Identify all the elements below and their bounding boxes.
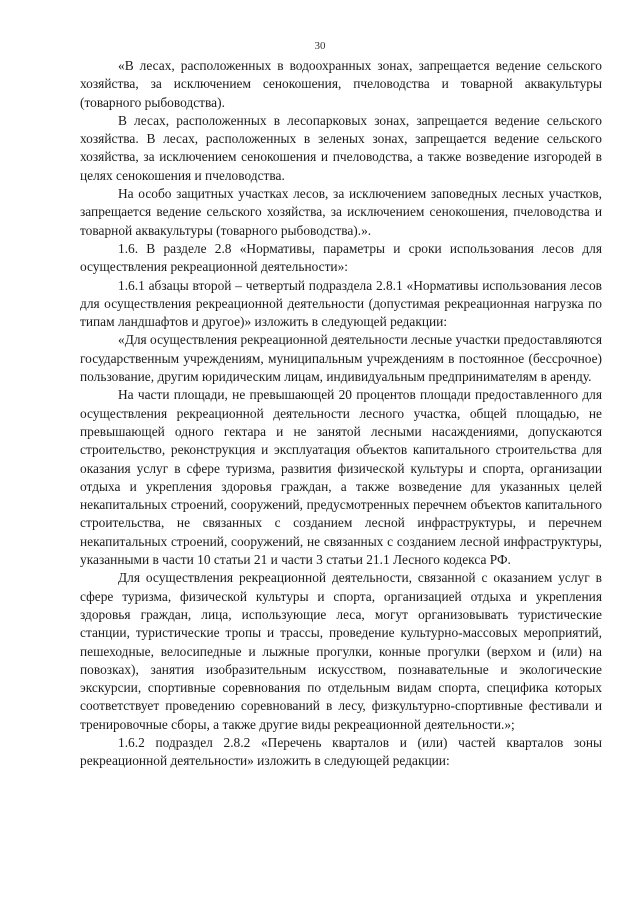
paragraph-item-1-6-1: 1.6.1 абзацы второй – четвертый подраздела 2.8.1 «Нормативы использования лесов для осуществления рекреационной деятельности (допустимая рекреационная нагрузка по типам ландшафтов и другое)» изложить в следующей редакции:	[80, 277, 602, 330]
page-number: 30	[314, 40, 326, 52]
paragraph-area-limit: На части площади, не превышающей 20 процентов площади предоставленного для осуществления рекреационной деятельности лесного участка, общей площадью, не превышающей одного гектара и не занятой лесными насаждениями, допускаются строительство, реконструкция и эксплуатация объектов капитального строительства для оказания услуг в сфере туризма, развития физической культуры и спорта, организации отдыха и укрепления здоровья граждан, а также возведение для указанных целей некапитальных строений, сооружений, предусмотренных перечнем объектов капитального строительства, не связанных с созданием лесной инфраструктуры, и перечнем некапитальных строений, сооружений, не связанных с созданием лесной инфраструктуры, указанными в части 10 статьи 21 и части 3 статьи 21.1 Лесного кодекса РФ.	[80, 387, 602, 568]
paragraph-protective-areas: На особо защитных участках лесов, за исключением заповедных лесных участков, запрещается ведение сельского хозяйства, за исключением сенокошения, пчеловодства и товарной аквакультуры (товарного рыбоводства).».	[80, 186, 602, 238]
paragraph-water-protection: «В лесах, расположенных в водоохранных зонах, запрещается ведение сельского хозяйства, за исключением сенокошения, пчеловодства и товарной аквакультуры (товарного рыбоводства).	[80, 58, 602, 110]
paragraph-recreation-provision: «Для осуществления рекреационной деятельности лесные участки предоставляются государственным учреждениям, муниципальным учреждениям в постоянное (бессрочное) пользование, другим юридическим лицам, индивидуальным предпринимателям в аренду.	[80, 332, 602, 385]
paragraph-item-1-6-2: 1.6.2 подраздел 2.8.2 «Перечень кварталов и (или) частей кварталов зоны рекреационной деятельности» изложить в следующей редакции:	[80, 734, 602, 769]
document-body	[80, 57, 602, 771]
paragraph-recreation-activities: Для осуществления рекреационной деятельности, связанной с оказанием услуг в сфере туризма, физической культуры и спорта, организацией отдыха и укрепления здоровья граждан, лица, использующие леса, могут организовывать туристические станции, туристические тропы и трассы, проведение культурно-массовых мероприятий, пешеходные, велосипедные и лыжные прогулки, конные прогулки (верхом и (или) на повозках), занятия изобразительным искусством, познавательные и экологические экскурсии, спортивные соревнования по отдельным видам спорта, специфика которых соответствует проведению соревнований в лесу, физкультурно-спортивные фестивали и тренировочные сборы, а также другие виды рекреационной деятельности.»;	[80, 570, 602, 732]
paragraph-forest-park: В лесах, расположенных в лесопарковых зонах, запрещается ведение сельского хозяйства. В лесах, расположенных в зеленых зонах, запрещается ведение сельского хозяйства, за исключением сенокошения и пчеловодства, а также возведение изгородей в целях сенокошения и пчеловодства.	[80, 112, 602, 183]
paragraph-item-1-6: 1.6. В разделе 2.8 «Нормативы, параметры и сроки использования лесов для осуществления рекреационной деятельности»:	[80, 240, 602, 275]
